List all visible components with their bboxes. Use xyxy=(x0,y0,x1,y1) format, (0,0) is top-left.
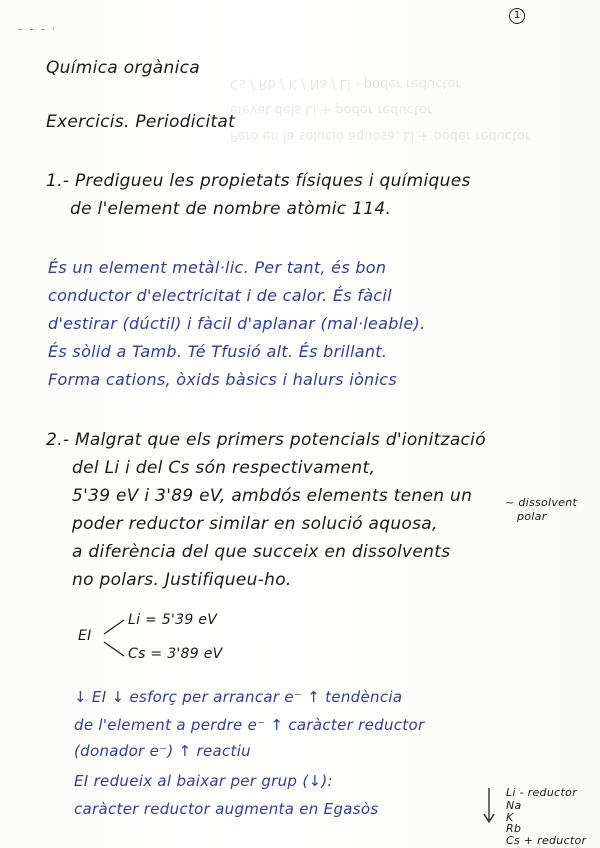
ei-label: EI xyxy=(78,628,92,644)
group-item-1: Li - reductor xyxy=(506,786,577,799)
answer-1-line-1: És un element metàl·lic. Per tant, és bon xyxy=(48,258,387,277)
bleed-through-text: Però en la solució aquosa, Li + poder reductor elevat dels Li + poder reductor Cs / Rb / K / Na / Li - poder reductor xyxy=(230,76,531,143)
ei-cs-value: Cs = 3'89 eV xyxy=(128,646,223,662)
answer-1-line-3: d'estirar (dúctil) i fàcil d'aplanar (mal·leable). xyxy=(48,314,426,333)
question-2-line-4: poder reductor similar en solució aquosa, xyxy=(72,514,438,534)
page-subtitle: Exercicis. Periodicitat xyxy=(46,112,236,132)
answer-2-line-2: de l'element a perdre e⁻ ↑ caràcter reductor xyxy=(74,716,425,734)
answer-2-line-4: EI redueix al baixar per grup (↓): xyxy=(74,772,333,790)
answer-2-line-5: caràcter reductor augmenta en Egasòs xyxy=(74,800,379,818)
margin-mark: – – – · xyxy=(18,25,57,35)
question-2-line-3: 5'39 eV i 3'89 eV, ambdós elements tenen un xyxy=(72,486,473,506)
ei-li-value: Li = 5'39 eV xyxy=(128,612,218,628)
question-2-line-5: a diferència del que succeix en dissolvents xyxy=(72,542,451,562)
answer-1-line-4: És sòlid a Tamb. Té Tfusió alt. És brillant. xyxy=(48,342,388,361)
question-2-line-1: 2.- Malgrat que els primers potencials d'ionització xyxy=(46,430,486,450)
page-number: 1 xyxy=(509,8,525,24)
margin-note-2: polar xyxy=(517,510,547,523)
margin-note-1: ~ dissolvent xyxy=(505,496,578,509)
answer-2-line-3: (donador e⁻) ↑ reactiu xyxy=(74,742,251,760)
down-arrow-icon xyxy=(482,786,496,826)
group-item-3: K xyxy=(506,811,514,824)
question-2-line-6: no polars. Justifiqueu-ho. xyxy=(72,570,292,590)
group-item-5: Cs + reductor xyxy=(506,834,587,847)
group-item-4: Rb xyxy=(506,822,522,835)
question-1-line-1: 1.- Predigueu les propietats físiques i químiques xyxy=(46,171,471,191)
ei-branch-lines xyxy=(100,612,130,664)
page-title: Química orgànica xyxy=(46,58,200,78)
answer-1-line-5: Forma cations, òxids bàsics i halurs iònics xyxy=(48,370,397,389)
group-item-2: Na xyxy=(506,799,522,812)
answer-1-line-2: conductor d'electricitat i de calor. És fàcil xyxy=(48,286,392,305)
question-1-line-2: de l'element de nombre atòmic 114. xyxy=(70,199,392,219)
question-2-line-2: del Li i del Cs són respectivament, xyxy=(72,458,376,478)
answer-2-line-1: ↓ EI ↓ esforç per arrancar e⁻ ↑ tendència xyxy=(74,688,403,706)
